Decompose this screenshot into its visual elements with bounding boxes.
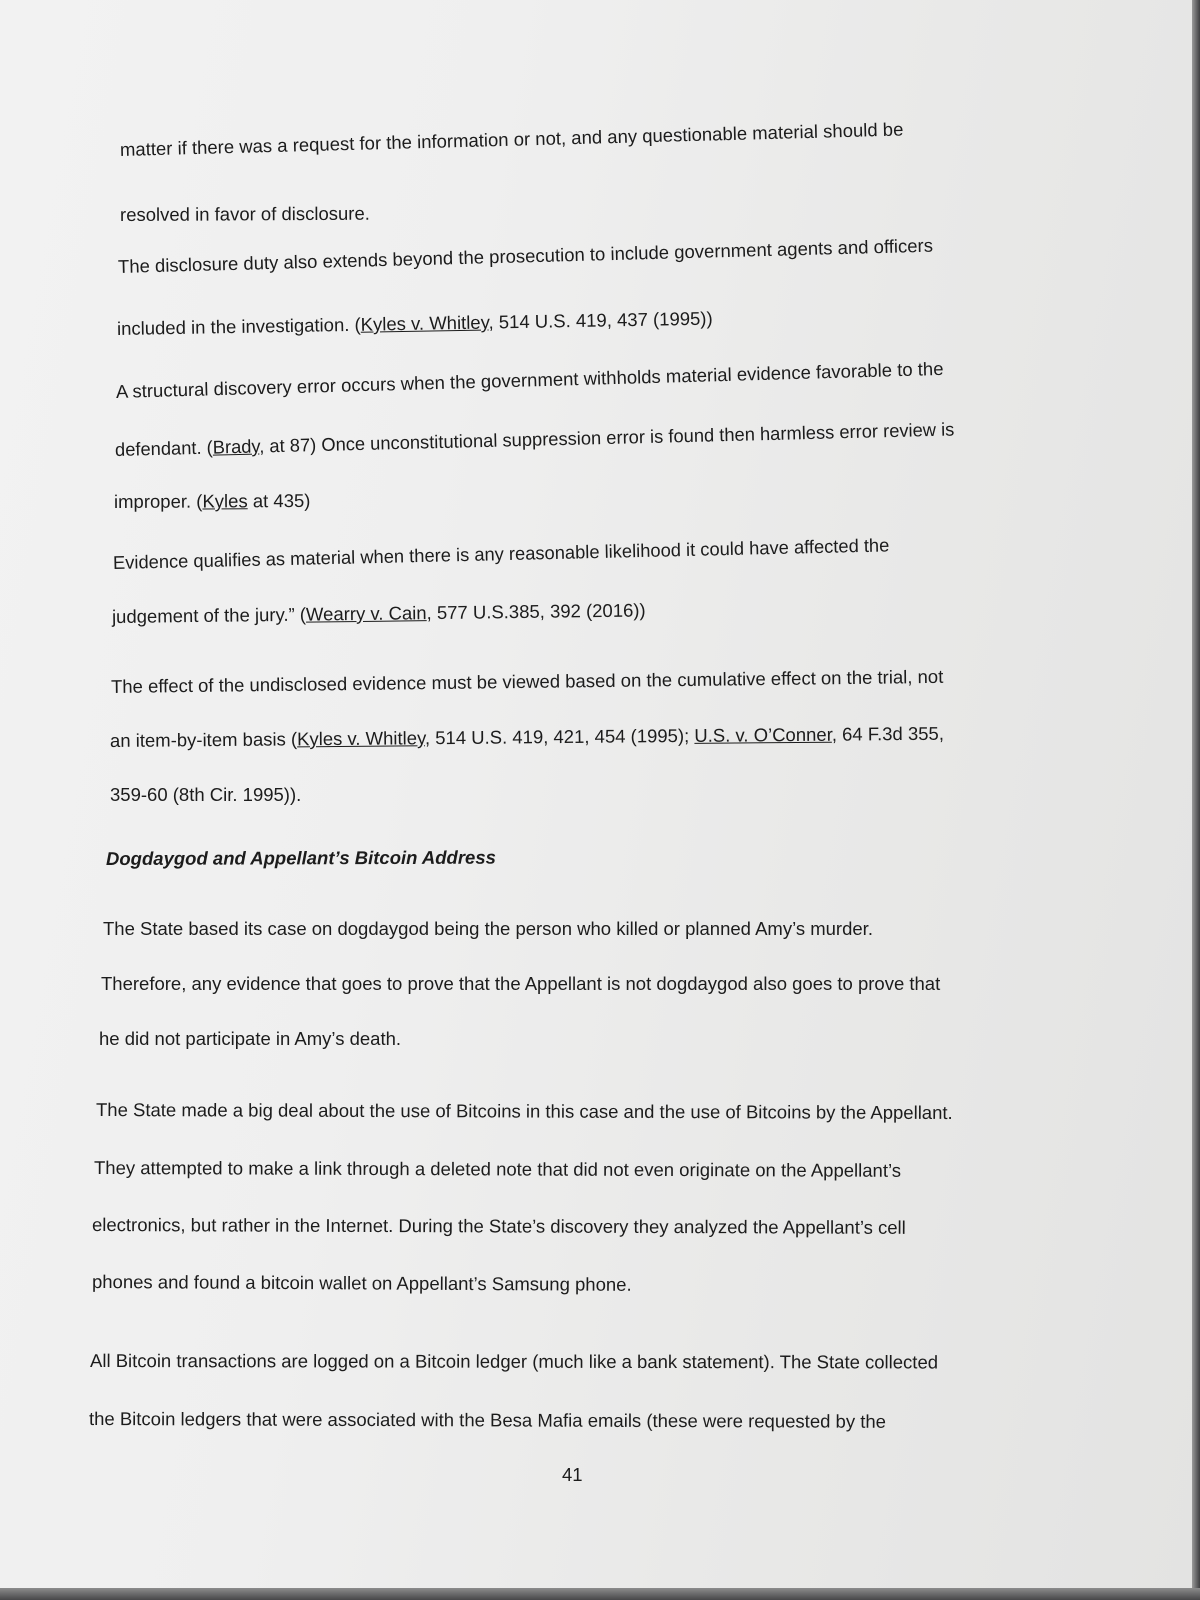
case-citation: U.S. v. O’Conner	[694, 723, 832, 746]
text-run: , 577 U.S.385, 392 (2016))	[426, 599, 646, 624]
body-line-10: The effect of the undisclosed evidence must be viewed based on the cumulative effect on the trial, not	[110, 665, 944, 697]
body-line-3: The disclosure duty also extends beyond the prosecution to include government agents and officers	[117, 234, 934, 277]
case-citation: Kyles	[202, 490, 248, 512]
case-citation: Kyles v. Whitley	[297, 727, 425, 750]
case-citation: Brady	[212, 435, 260, 458]
page-edge-shadow	[1192, 0, 1200, 1600]
section-heading: Dogdaygod and Appellant’s Bitcoin Address	[105, 846, 496, 869]
body-line-21: the Bitcoin ledgers that were associated with the Besa Mafia emails (these were requested by the	[88, 1408, 887, 1432]
body-line-17: They attempted to make a link through a deleted note that did not even originate on the Appellant’s	[93, 1157, 902, 1181]
body-line-14: Therefore, any evidence that goes to prove that the Appellant is not dogdaygod also goes to prove that	[101, 973, 941, 994]
body-line-18: electronics, but rather in the Internet. During the State’s discovery they analyzed the Appellant’s cell	[91, 1214, 906, 1238]
text-run: improper. (	[113, 490, 203, 512]
body-line-7	[114, 489, 311, 514]
body-line-11	[110, 722, 944, 753]
text-run: at 435)	[247, 489, 311, 512]
body-line-6	[115, 417, 955, 462]
text-run: an item-by-item basis (	[109, 728, 298, 751]
body-line-9	[112, 598, 646, 629]
body-line-12: 359-60 (8th Cir. 1995)).	[110, 784, 302, 805]
text-run: , 514 U.S. 419, 421, 454 (1995);	[424, 724, 695, 749]
text-run: defendant. (	[114, 436, 213, 460]
table-surface	[0, 1588, 1200, 1600]
text-run: , 64 F.3d 355,	[831, 722, 945, 745]
body-line-13: The State based its case on dogdaygod being the person who killed or planned Amy’s murder.	[103, 918, 873, 939]
text-run: , 514 U.S. 419, 437 (1995))	[488, 307, 713, 333]
body-line-5: A structural discovery error occurs when the government withholds material evidence favorable to the	[115, 357, 944, 402]
case-citation: Wearry v. Cain	[305, 602, 427, 625]
body-line-16: The State made a big deal about the use of Bitcoins in this case and the use of Bitcoins by the Appellant.	[95, 1099, 953, 1123]
case-citation: Kyles v. Whitley	[360, 311, 489, 335]
body-line-2: resolved in favor of disclosure.	[119, 202, 370, 225]
body-line-8: Evidence qualifies as material when there is any reasonable likelihood it could have affected the	[112, 534, 890, 573]
body-line-19: phones and found a bitcoin wallet on Appellant’s Samsung phone.	[91, 1271, 632, 1295]
text-run: included in the investigation. (	[116, 313, 361, 339]
body-line-20: All Bitcoin transactions are logged on a Bitcoin ledger (much like a bank statement). The State collected	[89, 1350, 939, 1373]
page-number: 41	[562, 1464, 583, 1485]
text-run: , at 87) Once unconstitutional suppression error is found then harmless error review is	[258, 418, 955, 457]
body-line-1: matter if there was a request for the information or not, and any questionable material should be	[119, 118, 904, 160]
body-line-15: he did not participate in Amy’s death.	[99, 1028, 402, 1049]
body-line-4	[117, 307, 713, 341]
text-run: judgement of the jury.” (	[111, 603, 307, 627]
